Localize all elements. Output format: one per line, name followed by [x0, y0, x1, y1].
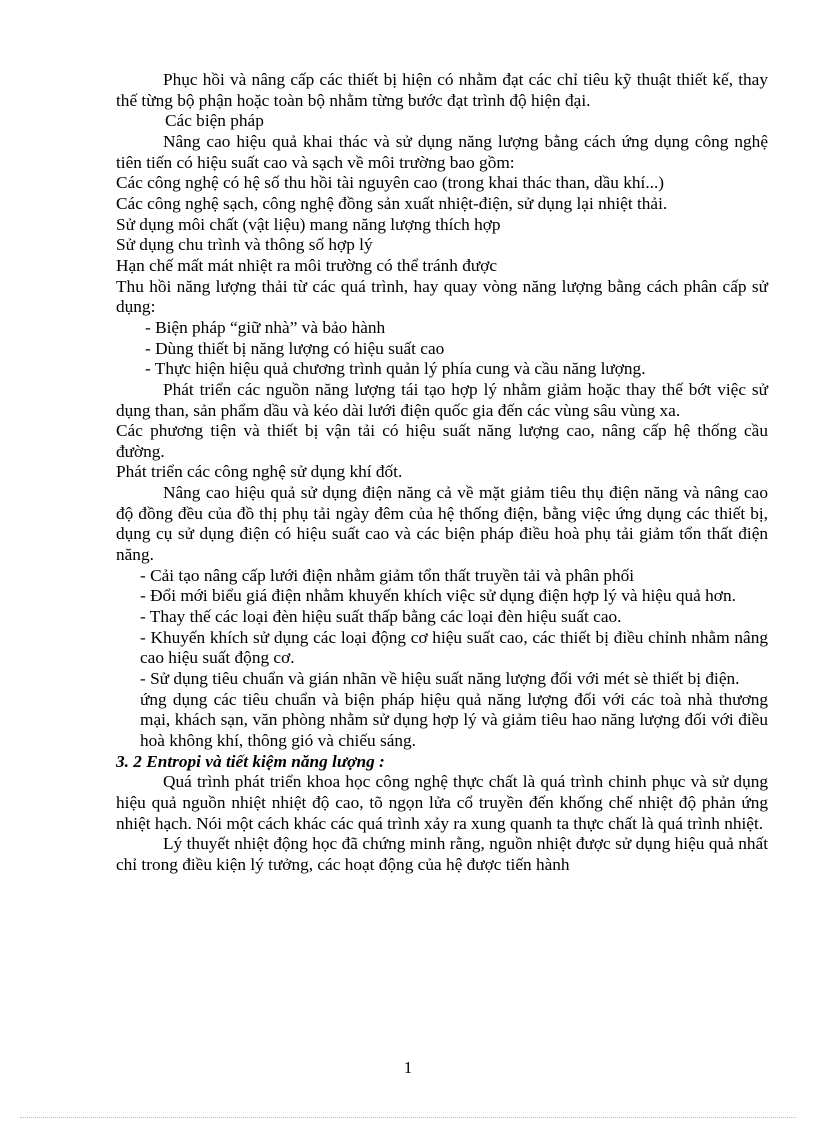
list-item: - Cải tạo nâng cấp lưới điện nhằm giảm tổn thất truyền tải và phân phối [140, 565, 635, 585]
list-item: - Thực hiện hiệu quả chương trình quản lý phía cung và cầu năng lượng. [145, 359, 646, 379]
list-item: - Sử dụng tiêu chuẩn và gián nhãn về hiệu suất năng lượng đối với mét sè thiết bị điện. [140, 669, 740, 689]
paragraph: Thu hồi năng lượng thải từ các quá trình, hay quay vòng năng lượng bằng cách phân cấp sử dụng: [116, 276, 768, 317]
paragraph: Phát triển các công nghệ sử dụng khí đốt. [116, 462, 403, 482]
page-bottom-divider [20, 1117, 796, 1118]
paragraph: Quá trình phát triển khoa học công nghệ thực chất là quá trình chinh phục và sử dụng hiệu quả nguồn nhiệt nhiệt độ cao, tõ ngọn lửa cổ truyền đến khống chế nhiệt độ phản ứng nhiệt hạch. Nói một cách khác các quá trình xảy ra xung quanh ta thực chất là quá trình nhiệt. [116, 772, 768, 833]
paragraph: Nâng cao hiệu quả khai thác và sử dụng năng lượng bằng cách ứng dụng công nghệ tiên tiến có hiệu suất cao và sạch về môi trường bao gồm: [116, 131, 768, 172]
list-item: - Dùng thiết bị năng lượng có hiệu suất cao [145, 338, 445, 358]
paragraph: Các công nghệ sạch, công nghệ đồng sản xuất nhiệt-điện, sử dụng lại nhiệt thải. [116, 193, 668, 213]
paragraph: Phục hồi và nâng cấp các thiết bị hiện có nhằm đạt các chỉ tiêu kỹ thuật thiết kế, thay thế từng bộ phận hoặc toàn bộ nhằm từng bước đạt trình độ hiện đại. [116, 70, 768, 110]
paragraph: ứng dụng các tiêu chuẩn và biện pháp hiệu quả năng lượng đối với các toà nhà thương mại, khách sạn, văn phòng nhằm sử dụng hợp lý và giảm tiêu hao năng lượng đối với điều hoà không khí, thông gió và chiếu sáng. [140, 689, 768, 750]
paragraph: Phát triển các nguồn năng lượng tái tạo hợp lý nhằm giảm hoặc thay thế bớt việc sử dụng than, sản phẩm dầu và kéo dài lưới điện quốc gia đến các vùng sâu vùng xa. [116, 379, 768, 420]
list-item: - Đổi mới biểu giá điện nhằm khuyến khích việc sử dụng điện hợp lý và hiệu quả hơn. [140, 586, 736, 606]
paragraph: Các biện pháp [165, 111, 264, 131]
paragraph: Lý thuyết nhiệt động học đã chứng minh rằng, nguồn nhiệt được sử dụng hiệu quả nhất chỉ trong điều kiện lý tưởng, các hoạt động của hệ được tiến hành [116, 834, 768, 874]
list-item: - Khuyến khích sử dụng các loại động cơ hiệu suất cao, các thiết bị điều chỉnh nhằm nâng cao hiệu suất động cơ. [140, 627, 768, 668]
page-number: 1 [403, 1058, 413, 1077]
body-text [116, 70, 768, 876]
paragraph: Sử dụng chu trình và thông số hợp lý [116, 235, 373, 255]
section-heading: 3. 2 Entropi và tiết kiệm năng lượng : [116, 751, 385, 771]
paragraph: Các công nghệ có hệ số thu hồi tài nguyên cao (trong khai thác than, dầu khí...) [116, 173, 665, 193]
list-item: - Biện pháp “giữ nhà” và bảo hành [145, 317, 386, 337]
paragraph: Sử dụng môi chất (vật liệu) mang năng lượng thích hợp [116, 214, 501, 234]
paragraph: Nâng cao hiệu quả sử dụng điện năng cả về mặt giảm tiêu thụ điện năng và nâng cao độ đồng đều của đồ thị phụ tải ngày đêm của hệ thống điện, bằng việc ứng dụng các thiết bị, dụng cụ sử dụng điện có hiệu suất cao và các biện pháp điều hoà phụ tải giảm tổn thất điện năng. [116, 483, 768, 565]
paragraph: Hạn chế mất mát nhiệt ra môi trường có thể tránh được [116, 255, 498, 275]
paragraph: Các phương tiện và thiết bị vận tải có hiệu suất năng lượng cao, nâng cấp hệ thống cầu đường. [116, 421, 768, 461]
list-item: - Thay thế các loại đèn hiệu suất thấp bằng các loại đèn hiệu suất cao. [140, 607, 622, 627]
